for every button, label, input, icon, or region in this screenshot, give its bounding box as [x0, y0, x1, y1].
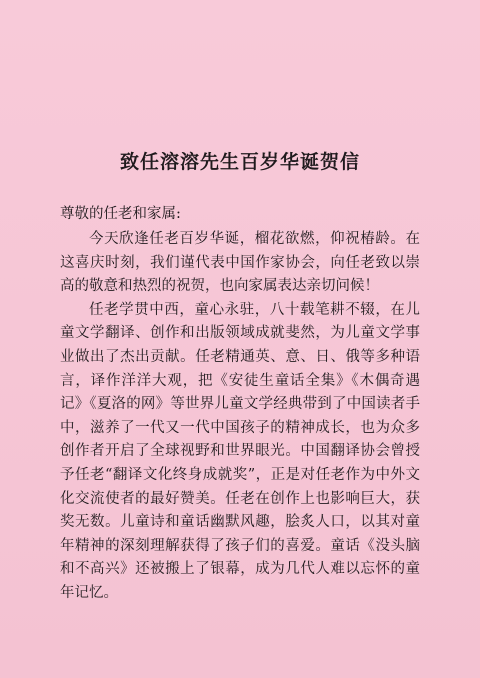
letter-paragraph: 今天欣逢任老百岁华诞，榴花欲燃，仰祝椿龄。在这喜庆时刻，我们谨代表中国作家协会，向任老致以崇高的敬意和热烈的祝贺，也向家属表达亲切问候！	[60, 231, 420, 295]
letter-body	[60, 228, 420, 606]
letter-salutation: 尊敬的任老和家属:	[60, 206, 181, 222]
letter-paragraph: 任老学贯中西，童心永驻，八十载笔耕不辍，在儿童文学翻译、创作和出版领域成就斐然，为儿童文学事业做出了杰出贡献。任老精通英、意、日、俄等多种语言，译作洋洋大观，把《安徒生童话全集》《木偶奇遇记》《夏洛的网》等世界儿童文学经典带到了中国读者手中，滋养了一代又一代中国孩子的精神成长，也为众多创作者开启了全球视野和世界眼光。中国翻译协会曾授予任老“翻译文化终身成就奖”，正是对任老作为中外文化交流使者的最好赞美。任老在创作上也影响巨大，获奖无数。儿童诗和童话幽默风趣，脍炙人口，以其对童年精神的深刻理解获得了孩子们的喜爱。童话《没头脑和不高兴》还被搬上了银幕，成为几代人难以忘怀的童年记忆。	[60, 301, 420, 601]
letter-title: 致任溶溶先生百岁华诞贺信	[119, 151, 360, 173]
